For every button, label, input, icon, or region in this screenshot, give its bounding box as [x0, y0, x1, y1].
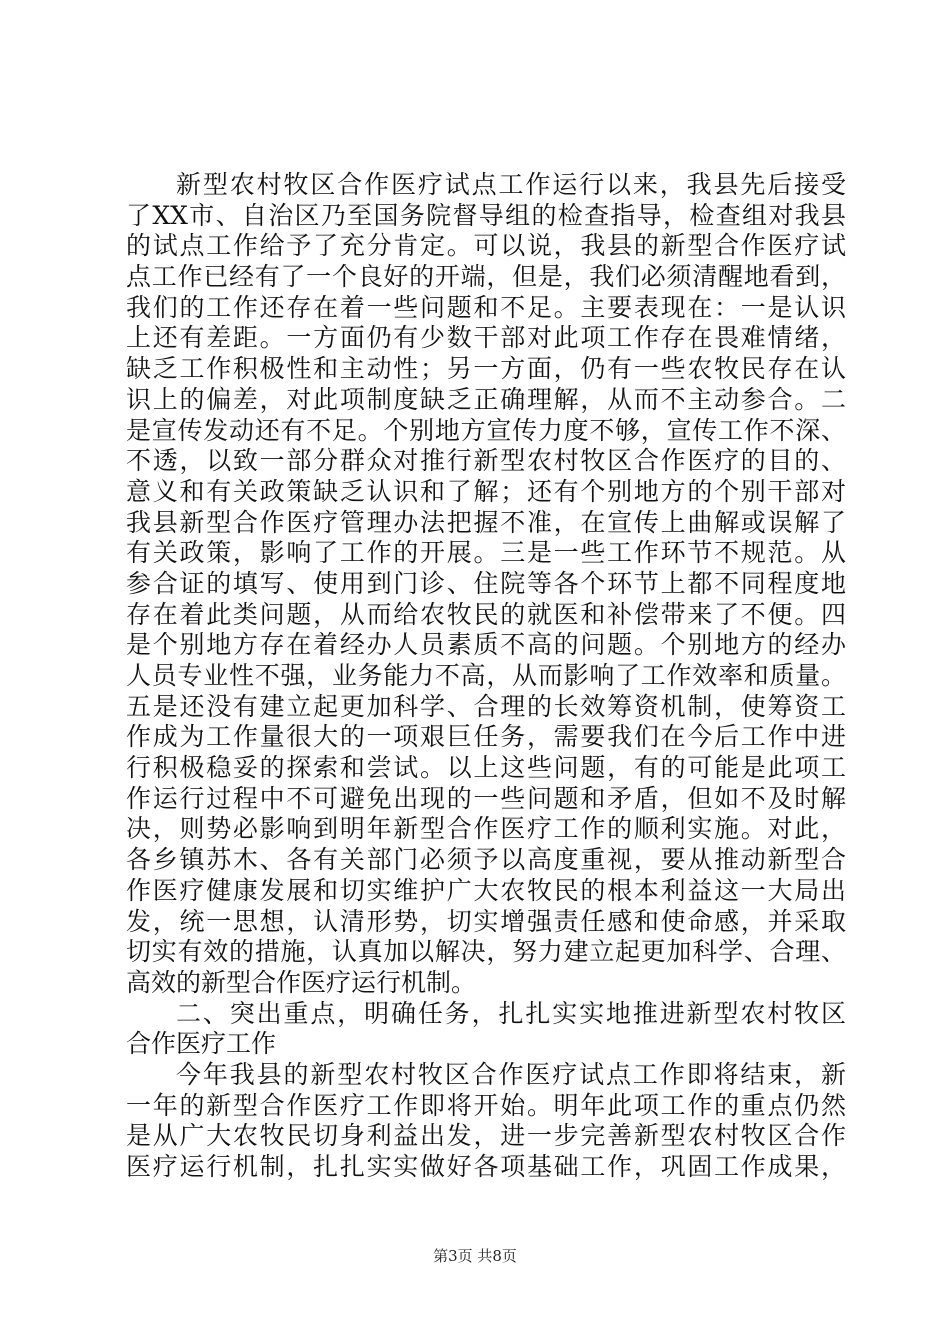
text-line: 医疗运行机制，扎扎实实做好各项基础工作，巩固工作成果，: [126, 1152, 846, 1181]
text-line: 是从广大农牧民切身利益出发，进一步完善新型农村牧区合作: [126, 1121, 846, 1151]
text-line: 人员专业性不强，业务能力不高，从而影响了工作效率和质量。: [126, 661, 846, 690]
text-line: 上还有差距。一方面仍有少数干部对此项工作存在畏难情绪，: [126, 323, 846, 353]
text-line: 作医疗健康发展和切实维护广大农牧民的根本利益这一大局出: [126, 875, 846, 905]
text-line: 参合证的填写、使用到门诊、住院等各个环节上都不同程度地: [126, 568, 846, 598]
text-line: 决，则势必影响到明年新型合作医疗工作的顺利实施。对此，: [126, 814, 846, 844]
text-line: 五是还没有建立起更加科学、合理的长效筹资机制，使筹资工: [126, 691, 846, 721]
text-line: 合作医疗工作: [126, 1029, 277, 1059]
text-line: 发，统一思想，认清形势，切实增强责任感和使命感，并采取: [126, 906, 846, 936]
text-line: 意义和有关政策缺乏认识和了解；还有个别地方的个别干部对: [126, 476, 846, 506]
text-line: 缺乏工作积极性和主动性；另一方面，仍有一些农牧民存在认: [126, 354, 846, 384]
text-line: 是个别地方存在着经办人员素质不高的问题。个别地方的经办: [126, 630, 846, 660]
text-line: 的试点工作给予了充分肯定。可以说，我县的新型合作医疗试: [126, 231, 846, 261]
text-line: 高效的新型合作医疗运行机制。: [126, 967, 477, 997]
text-line: 识上的偏差，对此项制度缺乏正确理解，从而不主动参合。二: [126, 384, 846, 414]
text-line: 是宣传发动还有不足。个别地方宣传力度不够，宣传工作不深、: [126, 415, 846, 445]
text-line: 存在着此类问题，从而给农牧民的就医和补偿带来了不便。四: [126, 599, 846, 629]
text-line: 切实有效的措施，认真加以解决，努力建立起更加科学、合理、: [126, 937, 846, 967]
text-line: 行积极稳妥的探索和尝试。以上这些问题，有的可能是此项工: [126, 753, 846, 783]
document-body: [126, 170, 846, 1183]
text-line: 新型农村牧区合作医疗试点工作运行以来，我县先后接受: [176, 170, 846, 199]
text-line: 点工作已经有了一个良好的开端，但是，我们必须清醒地看到，: [126, 262, 846, 292]
text-line: 各乡镇苏木、各有关部门必须予以高度重视，要从推动新型合: [126, 845, 846, 875]
page-footer: 第3页 共8页: [433, 1247, 517, 1265]
text-line: 今年我县的新型农村牧区合作医疗试点工作即将结束，新: [176, 1059, 846, 1089]
text-line: 了XX市、自治区乃至国务院督导组的检查指导，检查组对我县: [126, 200, 846, 230]
text-line: 有关政策，影响了工作的开展。三是一些工作环节不规范。从: [126, 538, 846, 568]
text-line: 不透，以致一部分群众对推行新型农村牧区合作医疗的目的、: [126, 446, 846, 476]
text-line: 作运行过程中不可避免出现的一些问题和矛盾，但如不及时解: [126, 783, 846, 813]
text-line: 一年的新型合作医疗工作即将开始。明年此项工作的重点仍然: [126, 1090, 846, 1120]
text-line: 二、突出重点，明确任务，扎扎实实地推进新型农村牧区: [176, 998, 846, 1028]
text-line: 作成为工作量很大的一项艰巨任务，需要我们在今后工作中进: [126, 722, 846, 752]
text-line: 我县新型合作医疗管理办法把握不准，在宣传上曲解或误解了: [126, 507, 846, 537]
text-line: 我们的工作还存在着一些问题和不足。主要表现在：一是认识: [126, 292, 846, 322]
